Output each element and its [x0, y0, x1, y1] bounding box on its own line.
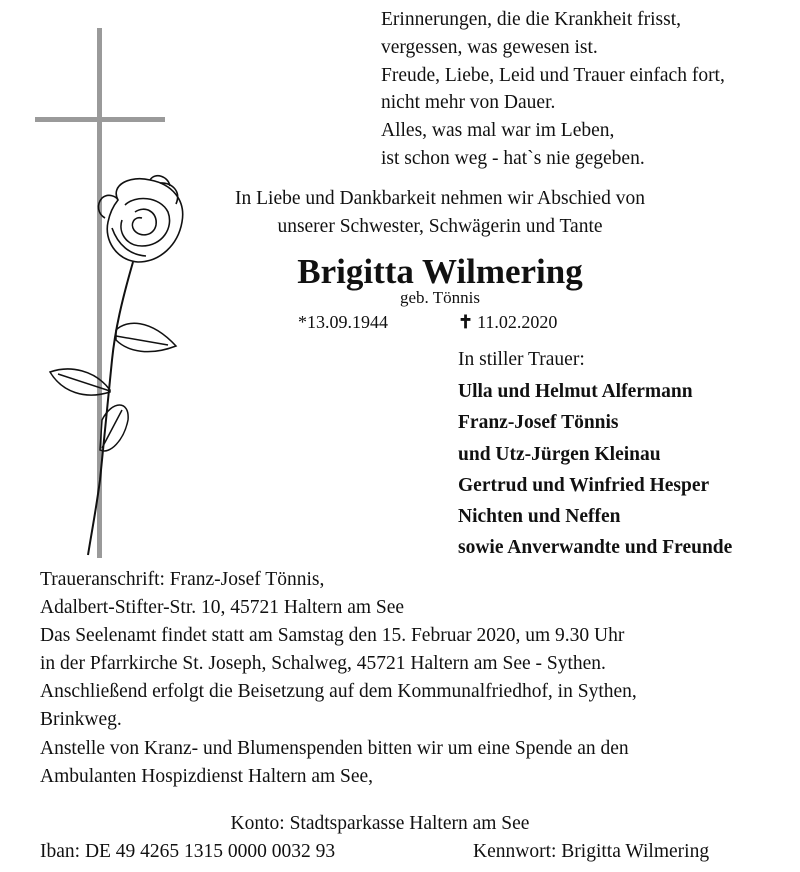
poem-line: ist schon weg - hat`s nie gegeben. — [381, 147, 645, 169]
mourner-name: sowie Anverwandte und Freunde — [458, 537, 733, 559]
info-line: Ambulanten Hospizdienst Haltern am See, — [40, 765, 374, 787]
poem-line: Freude, Liebe, Leid und Trauer einfach fort, — [381, 64, 725, 86]
deceased-name: Brigitta Wilmering — [297, 252, 583, 291]
death-date-group — [458, 310, 557, 334]
cross-horizontal-beam — [35, 117, 165, 122]
birth-date: *13.09.1944 — [298, 312, 388, 332]
poem-line: Alles, was mal war im Leben, — [381, 120, 615, 142]
death-cross-icon: ✝ — [458, 312, 474, 332]
service-information — [40, 566, 637, 791]
mourners-list — [458, 344, 732, 564]
death-date: 11.02.2020 — [477, 312, 558, 332]
iban: Iban: DE 49 4265 1315 0000 0032 93 — [40, 841, 336, 862]
info-line: Brinkweg. — [40, 709, 122, 731]
info-line: Traueranschrift: Franz-Josef Tönnis, — [40, 569, 325, 590]
mourner-name: Gertrud und Winfried Hesper — [458, 474, 710, 496]
poem — [381, 6, 725, 173]
donation-bank-details — [0, 810, 800, 866]
bank-row — [0, 838, 800, 866]
maiden-name: geb. Tönnis — [400, 288, 480, 307]
mourner-name: Ulla und Helmut Alfermann — [458, 381, 693, 402]
info-line: Anschließend erfolgt die Beisetzung auf dem Kommunalfriedhof, in Sythen, — [40, 681, 637, 703]
donation-keyword: Kennwort: Brigitta Wilmering — [473, 841, 710, 862]
info-line: Adalbert-Stifter-Str. 10, 45721 Haltern am See — [40, 597, 405, 619]
mourner-name: und Utz-Jürgen Kleinau — [458, 443, 661, 465]
poem-line: vergessen, was gewesen ist. — [381, 36, 598, 58]
mourners-heading: In stiller Trauer: — [458, 349, 585, 370]
rose-blossom — [98, 176, 182, 262]
farewell-intro — [180, 185, 700, 241]
info-line: in der Pfarrkirche St. Joseph, Schalweg, 45721 Haltern am See - Sythen. — [40, 653, 606, 675]
info-line: Anstelle von Kranz- und Blumenspenden bitten wir um eine Spende an den — [40, 737, 629, 759]
poem-line: nicht mehr von Dauer. — [381, 92, 556, 114]
mourner-name: Franz-Josef Tönnis — [458, 412, 619, 434]
poem-line: Erinnerungen, die die Krankheit frisst, — [381, 9, 681, 30]
intro-line: In Liebe und Dankbarkeit nehmen wir Abschied von — [235, 188, 645, 209]
info-line: Das Seelenamt findet statt am Samstag den 15. Februar 2020, um 9.30 Uhr — [40, 625, 625, 647]
bank-account: Konto: Stadtsparkasse Haltern am See — [230, 813, 530, 834]
mourner-name: Nichten und Neffen — [458, 506, 621, 528]
rose-leaves — [50, 323, 176, 451]
intro-line: unserer Schwester, Schwägerin und Tante — [277, 216, 603, 237]
